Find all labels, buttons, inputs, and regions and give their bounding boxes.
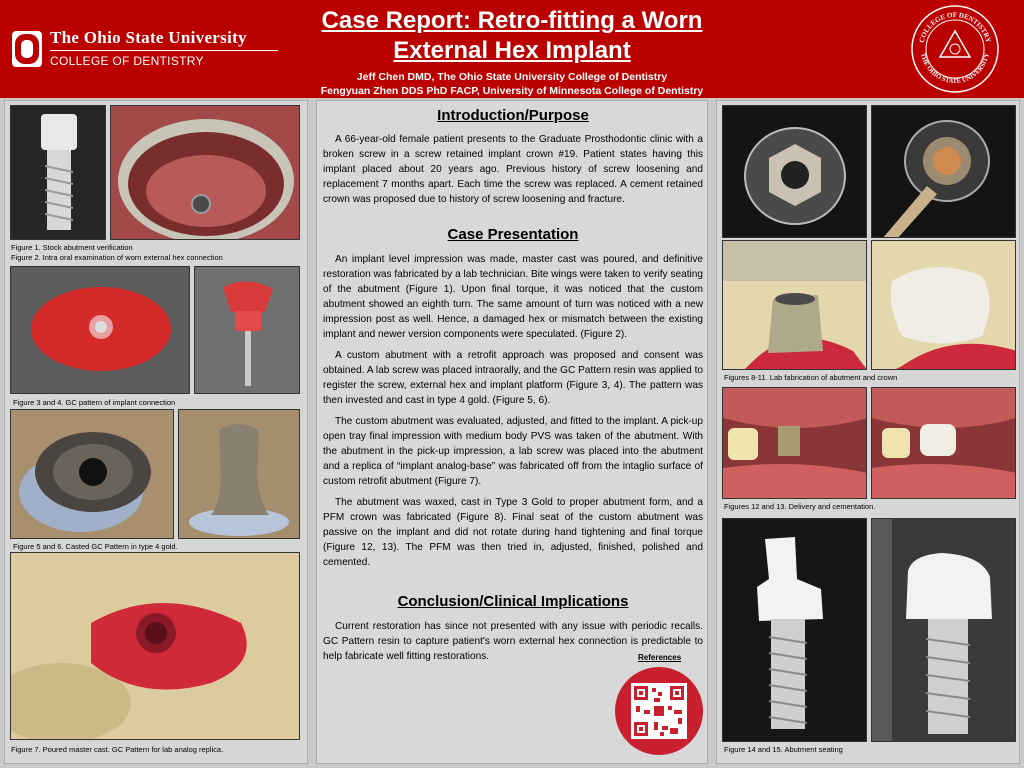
figure-8-11-caption: Figures 8-11. Lab fabrication of abutment and crown	[724, 373, 898, 382]
figure-13-photo	[871, 387, 1016, 499]
figure-12-13-caption: Figures 12 and 13. Delivery and cementation.	[724, 502, 876, 511]
figure-2-intraoral-photo	[110, 105, 300, 240]
university-name: The Ohio State University	[50, 28, 247, 47]
intro-section	[323, 132, 703, 207]
figure-7-photo	[10, 552, 300, 740]
figure-1-caption: Figure 1. Stock abutment verification	[11, 243, 133, 252]
conclusion-paragraph: Current restoration has since not presented with any issue with periodic recalls. GC Pattern resin to capture patient's worn external hex connection is predictable to help fabricate well fitting restorations.	[323, 621, 703, 662]
figure-5-photo	[10, 409, 174, 539]
divider	[50, 50, 278, 51]
figure-3-4-caption: Figure 3 and 4. GC pattern of implant connection	[13, 398, 176, 407]
figure-10-photo	[722, 240, 867, 370]
college-name: COLLEGE OF DENTISTRY	[50, 54, 204, 68]
figure-5-6-caption: Figure 5 and 6. Casted GC Pattern in type 4 gold.	[13, 542, 178, 551]
references-link[interactable]: References	[638, 653, 682, 662]
figure-14-15-caption: Figure 14 and 15. Abutment seating	[724, 745, 843, 754]
figure-12-photo	[722, 387, 867, 499]
ohio-state-block-o-logo	[12, 31, 42, 67]
seal-top-text: COLLEGE OF DENTISTRY	[917, 10, 993, 44]
figure-1-radiograph	[10, 105, 106, 240]
figure-15-radiograph	[871, 518, 1016, 742]
title-line-1: Case Report: Retro-fitting a Worn	[321, 7, 703, 34]
figure-4-photo	[194, 266, 300, 394]
conclusion-heading: Conclusion/Clinical Implications	[397, 593, 629, 610]
title-line-2: External Hex Implant	[393, 37, 631, 64]
case-heading: Case Presentation	[447, 226, 579, 243]
intro-heading: Introduction/Purpose	[437, 107, 589, 124]
figure-6-photo	[178, 409, 300, 539]
figure-8-photo	[722, 105, 867, 238]
intro-paragraph: A 66-year-old female patient presents to the Graduate Prosthodontic clinic with a broken screw in a screw retained implant crown #19. Patient states having this implant placed about 20 years ago. Previous history of screw loosening and replacement 7 months apart. Each time the screw was replaced. A cement retained crown was proposed due to history of screw loosening and fracture.	[323, 134, 703, 205]
case-section	[323, 252, 703, 570]
text-panel	[316, 100, 708, 764]
poster-header	[0, 0, 1024, 98]
references-qr-code[interactable]	[614, 666, 704, 756]
case-paragraph-3: The custom abutment was evaluated, adjusted, and fitted to the implant. A pick-up open tray final impression with medium body PVS was taken of the abutment. With the abutment in the pick-up impression, a lab screw was placed into the abutment and a replica of “implant analog-base” was fabricated off from the intaglio surface of custom retrofit abutment (Figure 7).	[323, 416, 703, 487]
case-paragraph-4: The abutment was waxed, cast in Type 3 Gold to proper abutment form, and a PFM crown was fabricated (Figure 8). Final seat of the custom abutment was passive on the implant and did not rotate during hand tightening and final torque (Figure 12, 13). The PFM was then tried in, adjusted, finished, polished and cemented.	[323, 497, 703, 568]
case-paragraph-2: A custom abutment with a retrofit approach was proposed and consent was obtained. A lab screw was placed intraorally, and the GC Pattern resin was applied to register the screw, external hex and implant platform (Figure 3, 4). The pattern was then invested and cast in type 4 gold. (Figure 5, 6).	[323, 350, 703, 406]
author-2: Fengyuan Zhen DDS PhD FACP, University of Minnesota College of Dentistry	[320, 85, 704, 97]
seal-bottom-text: THE OHIO STATE UNIVERSITY	[919, 52, 991, 86]
figure-14-radiograph	[722, 518, 867, 742]
figure-9-photo	[871, 105, 1016, 238]
figure-11-photo	[871, 240, 1016, 370]
poster-title	[290, 6, 734, 66]
author-1: Jeff Chen DMD, The Ohio State University College of Dentistry	[356, 71, 668, 83]
figure-2-caption: Figure 2. Intra oral examination of worn external hex connection	[11, 253, 223, 262]
college-seal-logo	[910, 4, 1000, 94]
figure-3-photo	[10, 266, 190, 394]
figure-7-caption: Figure 7. Poured master cast. GC Pattern for lab analog replica.	[11, 745, 224, 754]
case-paragraph-1: An implant level impression was made, master cast was poured, and definitive restoration was fabricated by a lab technician. Bite wings were taken to verify seating of the abutment (Figure 1). Upon final torque, it was noticed that the custom abutment showed an eighth turn. The same amount of turn was noticed with a new impression post as well. Hence, a damaged hex or mismatch between the existing implant and newer version components were speculated. (Figure 2).	[323, 254, 703, 340]
